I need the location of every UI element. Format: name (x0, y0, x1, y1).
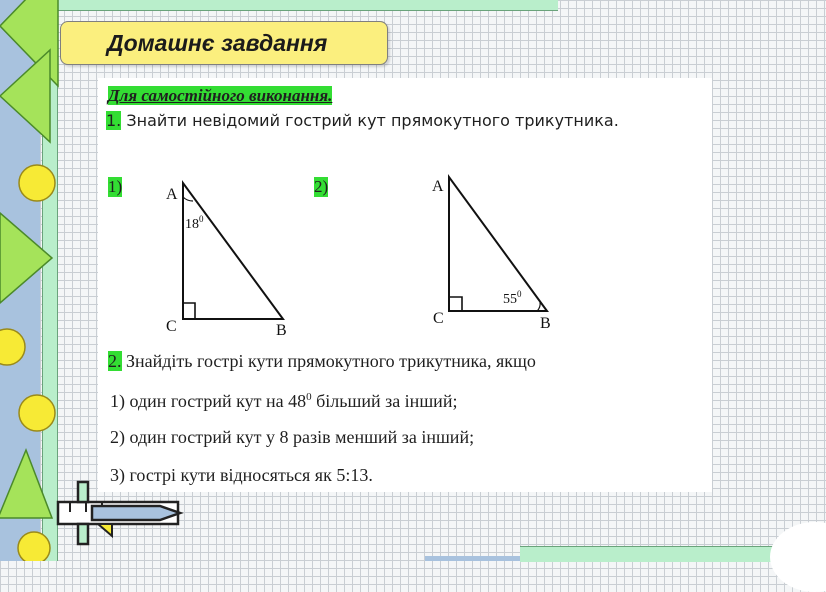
condition-3-text: 3) гострі кути відносяться як 5:13. (110, 465, 373, 485)
task-2 (108, 351, 536, 372)
task-1-number: 1. (106, 111, 122, 130)
sidebar-decoration (0, 0, 60, 561)
top-bar (58, 0, 558, 11)
page-title: Домашнє завдання (107, 30, 328, 56)
condition-1-text: 1) один гострий кут на 48 (110, 391, 307, 411)
circle-shape (18, 532, 50, 561)
angle-label: $18^0$ (185, 214, 204, 232)
bottom-blue-bar (425, 556, 520, 561)
triangle-shape (0, 50, 50, 142)
subtitle (108, 86, 332, 106)
pencil-ruler-icon (52, 478, 192, 548)
subtitle-text: Для самостійного виконання. (108, 86, 333, 105)
circle-shape (19, 395, 55, 431)
condition-2-text: 2) один гострий кут у 8 разів менший за інший; (110, 427, 475, 447)
condition-1-tail: більший за інший; (311, 391, 458, 411)
vertex-label-a: A (432, 178, 444, 195)
vertex-label-b: B (540, 315, 551, 332)
corner-shape (770, 522, 826, 592)
figure-2-label: 2) (314, 177, 329, 196)
vertex-label-b: B (276, 322, 287, 339)
condition-1-degree: 0 (306, 391, 312, 403)
vertex-label-c: C (433, 310, 444, 327)
condition-1 (110, 391, 457, 412)
task-1-text: Знайти невідомий гострий кут прямокутного трикутника. (121, 111, 619, 130)
title-box (60, 21, 388, 65)
triangle-shape (0, 450, 52, 518)
vertex-label-a: A (166, 186, 178, 203)
task-2-text: Знайдіть гострі кути прямокутного трикутника, якщо (121, 351, 536, 371)
vertex-label-c: C (166, 318, 177, 335)
task-1 (106, 111, 619, 130)
figure-1-label: 1) (108, 177, 123, 196)
circle-shape (0, 329, 25, 365)
triangle-shape (0, 213, 52, 303)
angle-label: $55^0$ (503, 289, 522, 307)
circle-shape (19, 165, 55, 201)
condition-2 (110, 427, 474, 448)
bottom-bar (520, 546, 780, 562)
task-2-number: 2. (108, 351, 122, 371)
